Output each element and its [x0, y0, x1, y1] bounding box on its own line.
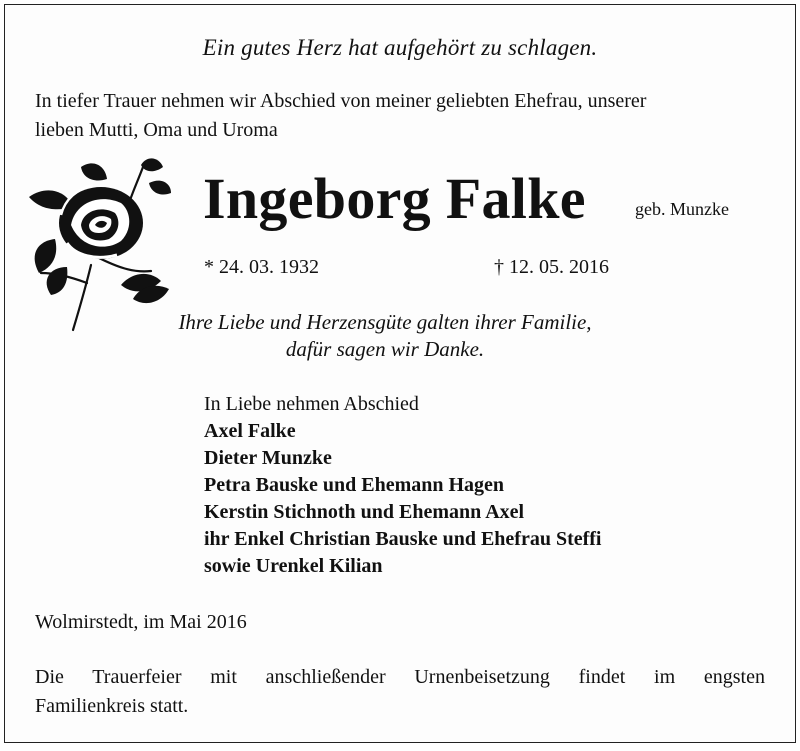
maiden-name: geb. Munzke [635, 199, 729, 219]
rose-icon [21, 155, 186, 335]
mourners-list [204, 391, 602, 580]
mourners-lead: In Liebe nehmen Abschied [204, 393, 419, 415]
death-date: † 12. 05. 2016 [494, 256, 609, 278]
funeral-line: Die Trauerfeier mit anschließender Urnenbeisetzung findet im engsten [35, 666, 765, 688]
deceased-name: Ingeborg Falke [203, 166, 586, 231]
mourner-name: Petra Bauske und Ehemann Hagen [204, 474, 505, 496]
intro-line: In tiefer Trauer nehmen wir Abschied von meiner geliebten Ehefrau, unserer [35, 90, 647, 112]
obituary-notice [4, 4, 796, 743]
motto: Ein gutes Herz hat aufgehört zu schlagen. [202, 35, 598, 60]
mourner-name: Kerstin Stichnoth und Ehemann Axel [204, 501, 525, 523]
quote-line: dafür sagen wir Danke. [285, 337, 485, 361]
funeral-line: Familienkreis statt. [35, 695, 189, 717]
mourner-name: sowie Urenkel Kilian [204, 555, 383, 577]
intro-text [35, 87, 765, 145]
mourner-name: ihr Enkel Christian Bauske und Ehefrau Steffi [204, 528, 602, 550]
funeral-notice [35, 663, 765, 721]
mourner-name: Dieter Munzke [204, 447, 332, 469]
quote-line: Ihre Liebe und Herzensgüte galten ihrer Familie, [178, 310, 592, 334]
place-date: Wolmirstedt, im Mai 2016 [35, 611, 247, 633]
birth-date: * 24. 03. 1932 [204, 256, 319, 278]
mourner-name: Axel Falke [204, 420, 296, 442]
intro-line: lieben Mutti, Oma und Uroma [35, 119, 278, 141]
